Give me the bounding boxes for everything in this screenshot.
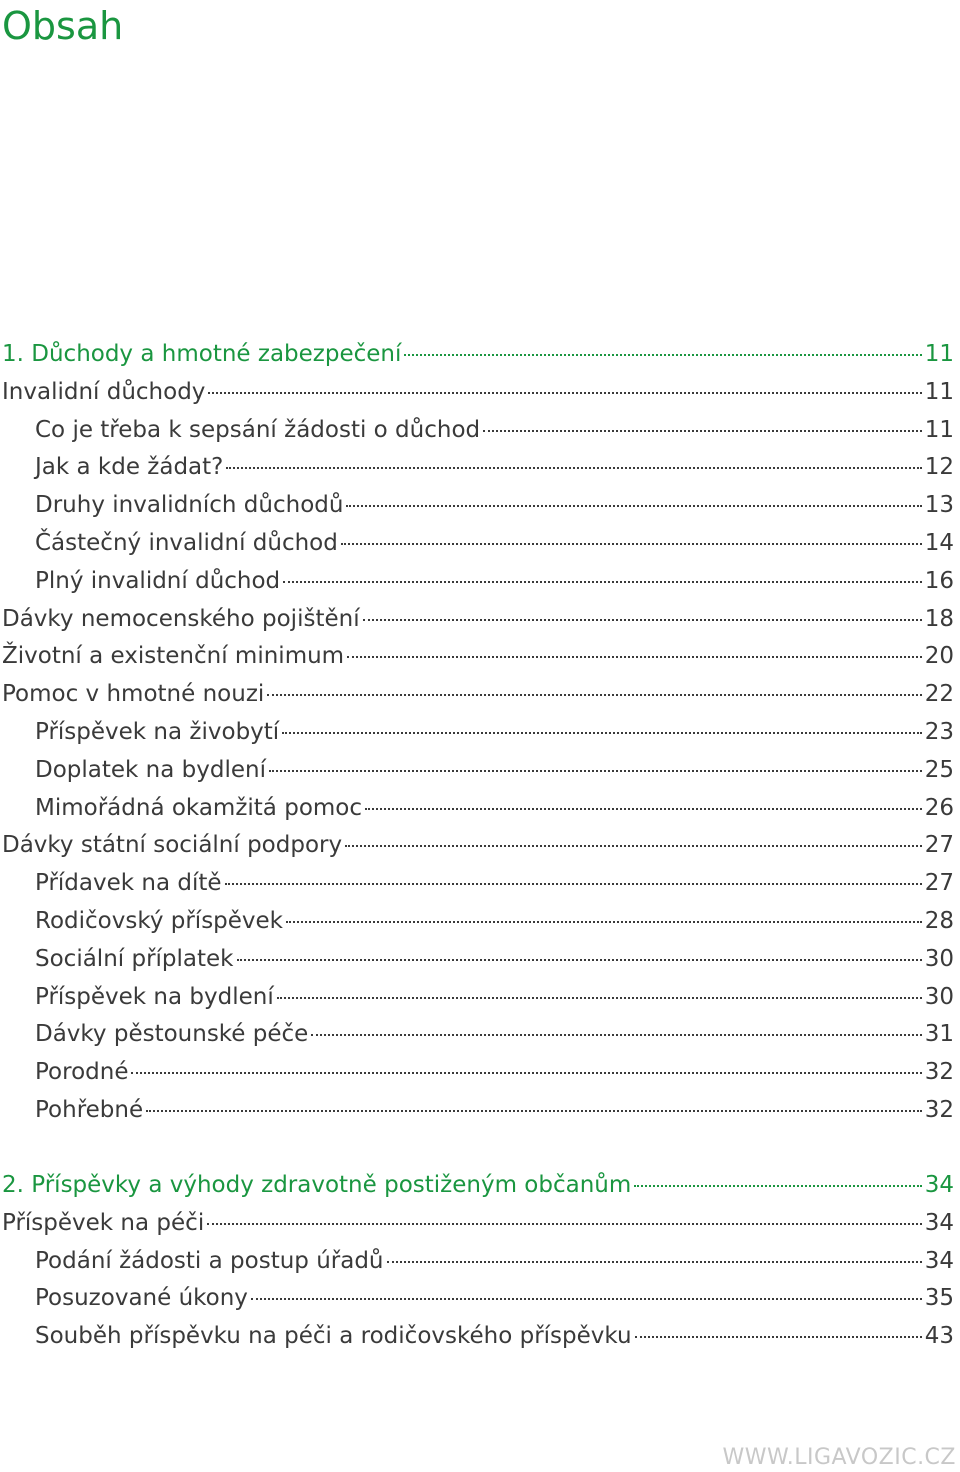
toc-entry-title: Podání žádosti a postup úřadů (35, 1247, 384, 1274)
dot-leader (634, 1185, 921, 1187)
dot-leader (283, 581, 922, 583)
dot-leader (277, 997, 922, 999)
dot-leader (347, 656, 922, 658)
toc-entry-title: Plný invalidní důchod (35, 567, 281, 594)
toc-entry[interactable] (2, 941, 954, 979)
toc-entry[interactable] (2, 827, 954, 865)
toc-entry[interactable] (2, 790, 954, 828)
dot-leader (269, 770, 922, 772)
toc-entry-title: Dávky státní sociální podpory (2, 832, 343, 859)
toc-entry-title: Životní a existenční minimum (2, 643, 345, 670)
toc-entry-title: Jak a kde žádat? (35, 454, 224, 481)
toc-entry-page-number: 11 (924, 378, 954, 405)
toc-entry-title: Pomoc v hmotné nouzi (2, 681, 265, 708)
toc-entry-title: Sociální příplatek (35, 945, 234, 972)
toc-entry-page-number: 43 (924, 1323, 954, 1350)
toc-entry[interactable] (2, 865, 954, 903)
toc-entry-title: Dávky nemocenského pojištění (2, 605, 360, 632)
dot-leader (363, 619, 922, 621)
toc-entry-page-number: 30 (924, 945, 954, 972)
dot-leader (208, 392, 921, 394)
toc-entry-title: Souběh příspěvku na péči a rodičovského příspěvku (35, 1323, 632, 1350)
dot-leader (237, 959, 922, 961)
toc-entry[interactable] (2, 449, 954, 487)
dot-leader (146, 1110, 922, 1112)
toc-entry[interactable] (2, 412, 954, 450)
toc-entry[interactable] (2, 1092, 954, 1130)
dot-leader (131, 1072, 921, 1074)
toc-entry[interactable] (2, 1054, 954, 1092)
toc-entry-page-number: 20 (924, 643, 954, 670)
toc-entry-title: Co je třeba k sepsání žádosti o důchod (35, 416, 481, 443)
toc-entry[interactable] (2, 374, 954, 412)
dot-leader (404, 354, 921, 356)
toc-entry-title: 1. Důchody a hmotné zabezpečení (2, 341, 402, 367)
dot-leader (483, 430, 922, 432)
dot-leader (635, 1336, 922, 1338)
toc-entry-page-number: 16 (924, 567, 954, 594)
toc-entry-title: Mimořádná okamžitá pomoc (35, 794, 363, 821)
toc-entry-title: Příspěvek na živobytí (35, 718, 280, 745)
toc-entry[interactable] (2, 676, 954, 714)
toc-entry-page-number: 25 (924, 756, 954, 783)
toc-entry[interactable] (2, 752, 954, 790)
dot-leader (346, 505, 921, 507)
toc-entry-page-number: 18 (924, 605, 954, 632)
toc-entry-page-number: 34 (924, 1172, 954, 1198)
page-title: Obsah (2, 4, 124, 48)
toc-entry-page-number: 34 (924, 1209, 954, 1236)
toc-entry-page-number: 32 (924, 1059, 954, 1086)
toc-entry-title: Doplatek na bydlení (35, 756, 266, 783)
dot-leader (341, 543, 922, 545)
dot-leader (365, 808, 922, 810)
toc-entry-page-number: 27 (924, 870, 954, 897)
toc-entry[interactable] (2, 563, 954, 601)
toc-entry[interactable] (2, 601, 954, 639)
toc-entry-title: Posuzované úkony (35, 1285, 248, 1312)
toc-section-2 (2, 1167, 954, 1356)
dot-leader (251, 1298, 922, 1300)
toc-entry-page-number: 14 (924, 529, 954, 556)
toc-entry-page-number: 22 (924, 681, 954, 708)
toc-entry-title: 2. Příspěvky a výhody zdravotně postiženým občanům (2, 1172, 632, 1198)
toc-entry-page-number: 11 (924, 416, 954, 443)
toc-entry-page-number: 30 (924, 983, 954, 1010)
toc-entry-page-number: 28 (924, 907, 954, 934)
toc-section-1 (2, 336, 954, 1130)
toc-entry-page-number: 34 (924, 1247, 954, 1274)
toc-entry-page-number: 35 (924, 1285, 954, 1312)
toc-entry-title: Příspěvek na péči (2, 1209, 205, 1236)
toc-entry[interactable] (2, 525, 954, 563)
toc-entry[interactable] (2, 1205, 954, 1243)
dot-leader (345, 845, 922, 847)
toc-entry-title: Přídavek na dítě (35, 870, 222, 897)
toc-entry-title: Porodné (35, 1059, 129, 1086)
toc-entry-title: Dávky pěstounské péče (35, 1021, 309, 1048)
dot-leader (267, 694, 921, 696)
toc-entry[interactable] (2, 487, 954, 525)
toc-entry-title: Částečný invalidní důchod (35, 529, 338, 556)
toc-entry-page-number: 23 (924, 718, 954, 745)
toc-entry-page-number: 12 (924, 454, 954, 481)
toc-entry-page-number: 31 (924, 1021, 954, 1048)
dot-leader (207, 1223, 922, 1225)
toc-entry-page-number: 13 (924, 492, 954, 519)
toc-entry[interactable] (2, 1280, 954, 1318)
dot-leader (387, 1261, 922, 1263)
dot-leader (311, 1034, 921, 1036)
toc-chapter-heading[interactable] (2, 1167, 954, 1205)
toc-entry-page-number: 26 (924, 794, 954, 821)
toc-entry-title: Pohřebné (35, 1096, 144, 1123)
toc-entry[interactable] (2, 638, 954, 676)
toc-entry[interactable] (2, 1318, 954, 1356)
toc-entry-title: Invalidní důchody (2, 378, 206, 405)
dot-leader (225, 883, 922, 885)
toc-entry-page-number: 27 (924, 832, 954, 859)
toc-entry[interactable] (2, 979, 954, 1017)
toc-entry[interactable] (2, 714, 954, 752)
toc-entry-page-number: 11 (924, 341, 954, 367)
toc-entry[interactable] (2, 903, 954, 941)
dot-leader (286, 921, 922, 923)
toc-entry-title: Rodičovský příspěvek (35, 907, 284, 934)
toc-chapter-heading[interactable] (2, 336, 954, 374)
toc-entry-title: Příspěvek na bydlení (35, 983, 274, 1010)
toc-entry-page-number: 32 (924, 1096, 954, 1123)
toc-entry[interactable] (2, 1243, 954, 1281)
watermark: WWW.LIGAVOZIC.CZ (722, 1445, 956, 1470)
dot-leader (226, 467, 921, 469)
dot-leader (282, 732, 922, 734)
toc-entry-title: Druhy invalidních důchodů (35, 492, 344, 519)
toc-entry[interactable] (2, 1016, 954, 1054)
